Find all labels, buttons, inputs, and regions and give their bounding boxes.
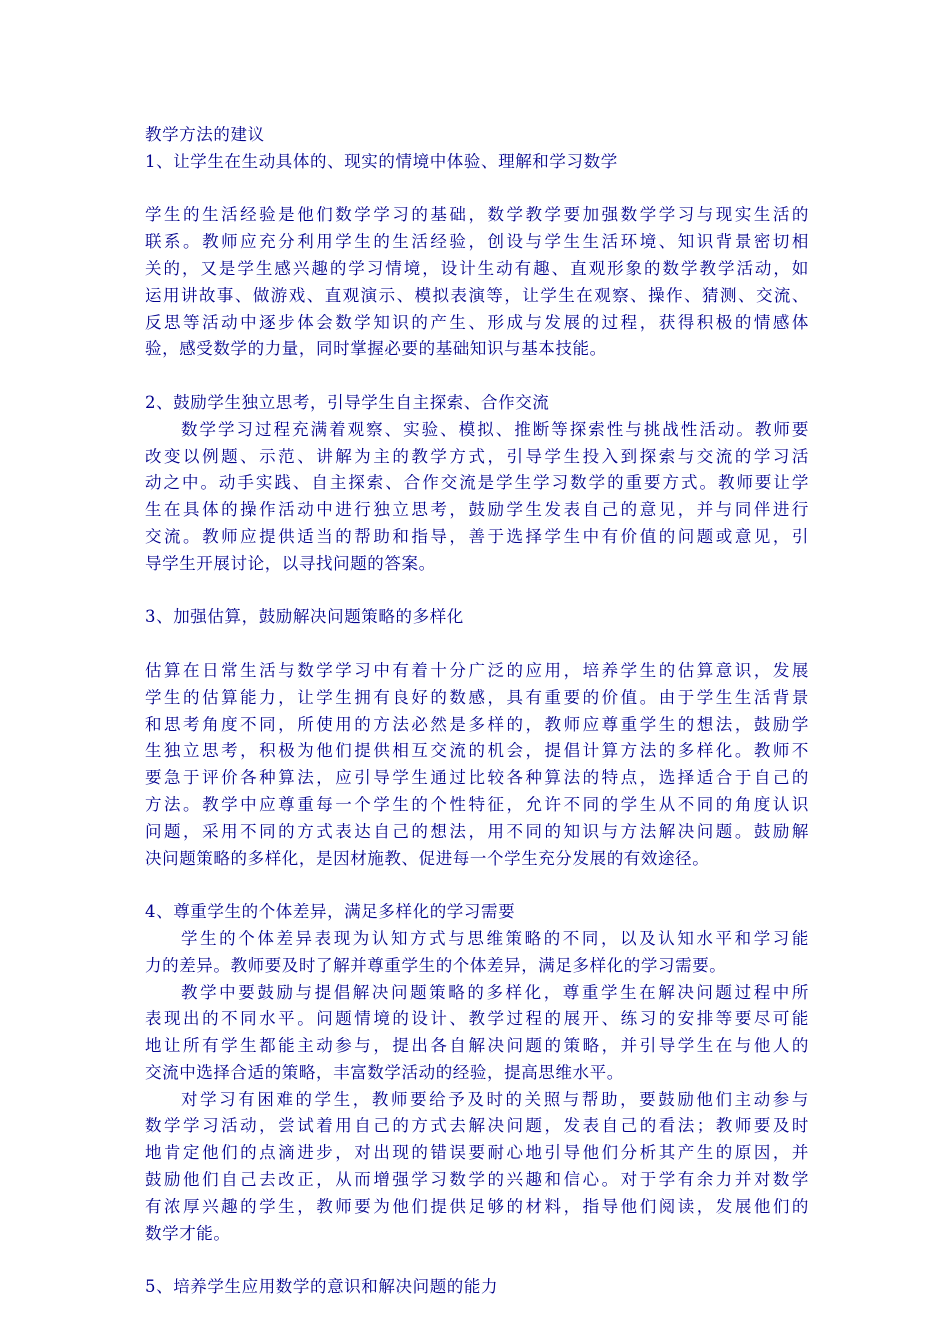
paragraph-line: 表现出的不同水平。问题情境的设计、教学过程的展开、练习的安排等要尽可能 xyxy=(145,1009,809,1029)
section-2-heading: 2、鼓励学生独立思考，引导学生自主探索、合作交流 xyxy=(145,392,550,412)
paragraph-line: 要急于评价各种算法，应引导学生通过比较各种算法的特点，选择适合于自己的 xyxy=(145,768,809,788)
paragraph-line: 导学生开展讨论，以寻找问题的答案。 xyxy=(145,553,436,573)
paragraph-line: 决问题策略的多样化，是因材施教、促进每一个学生充分发展的有效途径。 xyxy=(145,848,710,868)
paragraph-line: 改变以例题、示范、讲解为主的教学方式，引导学生投入到探索与交流的学习活 xyxy=(145,446,809,466)
paragraph-line: 运用讲故事、做游戏、直观演示、模拟表演等，让学生在观察、操作、猜测、交流、 xyxy=(145,285,809,305)
section-1-paragraph xyxy=(145,202,809,363)
blank-line xyxy=(145,631,809,658)
blank-line xyxy=(145,363,809,390)
paragraph-line: 生独立思考，积极为他们提供相互交流的机会，提倡计算方法的多样化。教师不 xyxy=(145,741,809,761)
section-4-paragraph-1 xyxy=(145,926,809,980)
paragraph-line: 有浓厚兴趣的学生，教师要为他们提供足够的材料，指导他们阅读，发展他们的 xyxy=(145,1196,809,1216)
paragraph-line: 力的差异。教师要及时了解并尊重学生的个体差异，满足多样化的学习需要。 xyxy=(145,955,727,975)
paragraph-line: 学生的估算能力，让学生拥有良好的数感，具有重要的价值。由于学生生活背景 xyxy=(145,687,809,707)
section-5-heading: 5、培养学生应用数学的意识和解决问题的能力 xyxy=(145,1277,499,1297)
section-3-paragraph xyxy=(145,658,809,872)
paragraph-line: 对学习有困难的学生，教师要给予及时的关照与帮助，要鼓励他们主动参与 xyxy=(181,1089,809,1109)
paragraph-line: 交流中选择合适的策略，丰富数学活动的经验，提高思维水平。 xyxy=(145,1062,624,1082)
section-2-paragraph xyxy=(145,417,809,578)
paragraph-line: 地肯定他们的点滴进步，对出现的错误要耐心地引导他们分析其产生的原因，并 xyxy=(145,1143,809,1163)
section-1-heading: 1、让学生在生动具体的、现实的情境中体验、理解和学习数学 xyxy=(145,151,618,171)
paragraph-line: 地让所有学生都能主动参与，提出各自解决问题的策略，并引导学生在与他人的 xyxy=(145,1036,809,1056)
paragraph-line: 估算在日常生活与数学学习中有着十分广泛的应用，培养学生的估算意识，发展 xyxy=(145,660,809,680)
paragraph-line: 关的，又是学生感兴趣的学习情境，设计生动有趣、直观形象的数学教学活动，如 xyxy=(145,258,809,278)
paragraph-line: 数学学习活动，尝试着用自己的方式去解决问题，发表自己的看法；教师要及时 xyxy=(145,1116,809,1136)
paragraph-line: 和思考角度不同，所使用的方法必然是多样的，教师应尊重学生的想法，鼓励学 xyxy=(145,714,809,734)
section-4-paragraph-2 xyxy=(145,980,809,1087)
paragraph-line: 问题，采用不同的方式表达自己的想法，用不同的知识与方法解决问题。鼓励解 xyxy=(145,821,809,841)
paragraph-line: 生在具体的操作活动中进行独立思考，鼓励学生发表自己的意见，并与同伴进行 xyxy=(145,500,809,520)
blank-line xyxy=(145,176,809,203)
paragraph-line: 数学学习过程充满着观察、实验、模拟、推断等探索性与挑战性活动。教师要 xyxy=(181,419,809,439)
blank-line xyxy=(145,578,809,605)
paragraph-line: 教学中要鼓励与提倡解决问题策略的多样化，尊重学生在解决问题过程中所 xyxy=(181,982,809,1002)
document-title: 教学方法的建议 xyxy=(145,125,265,144)
blank-line xyxy=(145,1247,809,1274)
blank-line xyxy=(145,872,809,899)
paragraph-line: 数学才能。 xyxy=(145,1223,231,1243)
paragraph-line: 联系。教师应充分利用学生的生活经验，创设与学生生活环境、知识背景密切相 xyxy=(145,232,809,252)
section-3-heading: 3、加强估算，鼓励解决问题策略的多样化 xyxy=(145,607,464,627)
paragraph-line: 学生的个体差异表现为认知方式与思维策略的不同，以及认知水平和学习能 xyxy=(181,928,809,948)
paragraph-line: 方法。教学中应尊重每一个学生的个性特征，允许不同的学生从不同的角度认识 xyxy=(145,794,809,814)
paragraph-line: 鼓励他们自己去改正，从而增强学习数学的兴趣和信心。对于学有余力并对数学 xyxy=(145,1170,809,1190)
paragraph-line: 反思等活动中逐步体会数学知识的产生、形成与发展的过程，获得积极的情感体 xyxy=(145,312,809,332)
paragraph-line: 交流。教师应提供适当的帮助和指导，善于选择学生中有价值的问题或意见，引 xyxy=(145,526,809,546)
paragraph-line: 验，感受数学的力量，同时掌握必要的基础知识与基本技能。 xyxy=(145,339,607,359)
paragraph-line: 学生的生活经验是他们数学学习的基础，数学教学要加强数学学习与现实生活的 xyxy=(145,205,809,225)
document-body xyxy=(145,122,809,1301)
section-4-paragraph-3 xyxy=(145,1087,809,1248)
section-4-heading: 4、尊重学生的个体差异，满足多样化的学习需要 xyxy=(145,902,516,922)
paragraph-line: 动之中。动手实践、自主探索、合作交流是学生学习数学的重要方式。教师要让学 xyxy=(145,473,809,493)
